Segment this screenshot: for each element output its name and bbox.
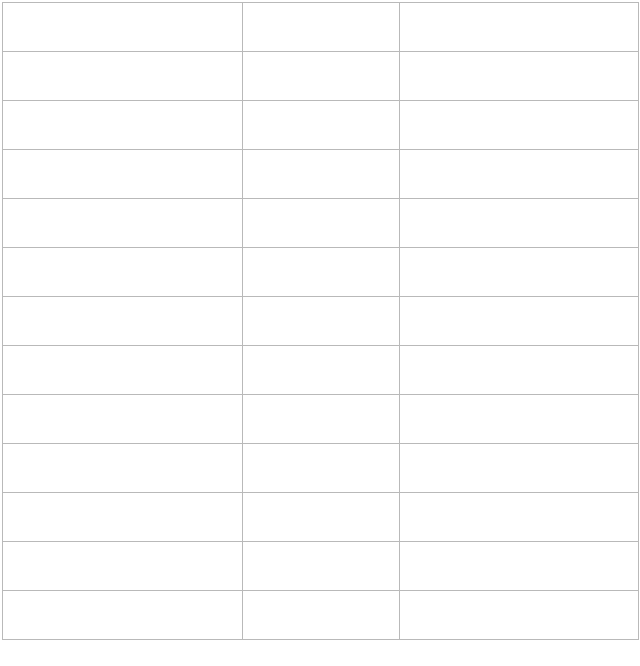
- table-row: [3, 101, 639, 150]
- table-cell[interactable]: [400, 3, 639, 52]
- table-cell[interactable]: [243, 346, 400, 395]
- table-cell[interactable]: [400, 199, 639, 248]
- table-cell[interactable]: [3, 150, 243, 199]
- table-row: [3, 395, 639, 444]
- table-row: [3, 591, 639, 640]
- table-cell[interactable]: [3, 248, 243, 297]
- table-cell[interactable]: [400, 52, 639, 101]
- table-cell[interactable]: [400, 346, 639, 395]
- table-cell[interactable]: [3, 199, 243, 248]
- table-cell[interactable]: [243, 101, 400, 150]
- table-cell[interactable]: [400, 591, 639, 640]
- table-cell[interactable]: [400, 101, 639, 150]
- table-cell[interactable]: [3, 346, 243, 395]
- grid-body: [3, 3, 639, 640]
- table-cell[interactable]: [243, 199, 400, 248]
- table-cell[interactable]: [400, 150, 639, 199]
- table-cell[interactable]: [3, 395, 243, 444]
- table-cell[interactable]: [3, 591, 243, 640]
- table-row: [3, 199, 639, 248]
- table-cell[interactable]: [243, 444, 400, 493]
- table-cell[interactable]: [243, 395, 400, 444]
- table-row: [3, 3, 639, 52]
- table-row: [3, 444, 639, 493]
- data-grid: [2, 2, 639, 640]
- table-row: [3, 542, 639, 591]
- table-row: [3, 248, 639, 297]
- table-cell[interactable]: [400, 493, 639, 542]
- table-row: [3, 346, 639, 395]
- table-cell[interactable]: [3, 297, 243, 346]
- table-row: [3, 493, 639, 542]
- table-cell[interactable]: [243, 542, 400, 591]
- table-cell[interactable]: [400, 444, 639, 493]
- table-cell[interactable]: [3, 493, 243, 542]
- table-cell[interactable]: [243, 493, 400, 542]
- table-row: [3, 52, 639, 101]
- table-cell[interactable]: [243, 150, 400, 199]
- table-cell[interactable]: [400, 542, 639, 591]
- table-cell[interactable]: [3, 101, 243, 150]
- table-cell[interactable]: [3, 444, 243, 493]
- table-row: [3, 150, 639, 199]
- table-row: [3, 297, 639, 346]
- table-cell[interactable]: [243, 52, 400, 101]
- table-cell[interactable]: [243, 297, 400, 346]
- table-cell[interactable]: [243, 591, 400, 640]
- table-cell[interactable]: [400, 395, 639, 444]
- table-cell[interactable]: [3, 3, 243, 52]
- table-cell[interactable]: [243, 3, 400, 52]
- table-cell[interactable]: [243, 248, 400, 297]
- table-cell[interactable]: [3, 52, 243, 101]
- table-cell[interactable]: [400, 248, 639, 297]
- table-cell[interactable]: [3, 542, 243, 591]
- table-cell[interactable]: [400, 297, 639, 346]
